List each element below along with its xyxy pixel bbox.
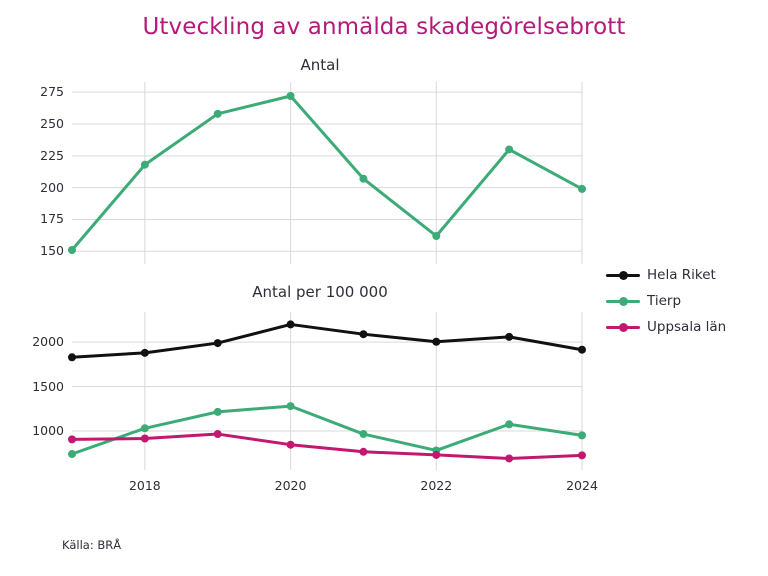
source-note: Källa: BRÅ — [62, 538, 122, 552]
y-axis-tick-label: 1500 — [32, 378, 64, 394]
legend-label-uppsala-lan: Uppsala län — [647, 319, 727, 335]
x-axis-tick-label: 2024 — [566, 478, 598, 493]
panel-title-antal: Antal — [300, 56, 340, 74]
chart-plot-antal-per-100000 — [0, 300, 600, 500]
legend-item-uppsala-lan[interactable] — [606, 314, 756, 340]
legend-marker-hela-riket — [606, 268, 640, 282]
y-axis-tick-label: 2000 — [32, 334, 64, 350]
panel-title-antal-per-100000: Antal per 100 000 — [252, 283, 388, 301]
legend-marker-uppsala-lan — [606, 320, 640, 334]
y-axis-tick-label: 250 — [40, 116, 64, 131]
y-axis-tick-label: 1000 — [32, 422, 64, 438]
legend-item-hela-riket[interactable] — [606, 262, 756, 288]
x-axis-tick-label: 2018 — [128, 478, 161, 493]
y-axis-tick-label: 275 — [40, 84, 64, 100]
x-axis-tick-label: 2020 — [274, 478, 307, 493]
y-axis-tick-label: 225 — [40, 147, 64, 163]
chart-legend — [606, 262, 756, 340]
y-axis-tick-label: 175 — [40, 211, 64, 227]
page-title: Utveckling av anmälda skadegörelsebrott — [142, 14, 626, 40]
legend-label-tierp: Tierp — [647, 293, 682, 309]
y-axis-tick-label: 200 — [40, 179, 64, 195]
y-axis-tick-label: 150 — [40, 243, 64, 259]
x-axis-tick-label: 2022 — [420, 478, 453, 493]
legend-item-tierp[interactable] — [606, 288, 756, 314]
legend-label-hela-riket: Hela Riket — [647, 267, 716, 283]
chart-plot-antal — [0, 70, 600, 270]
legend-marker-tierp — [606, 294, 640, 308]
